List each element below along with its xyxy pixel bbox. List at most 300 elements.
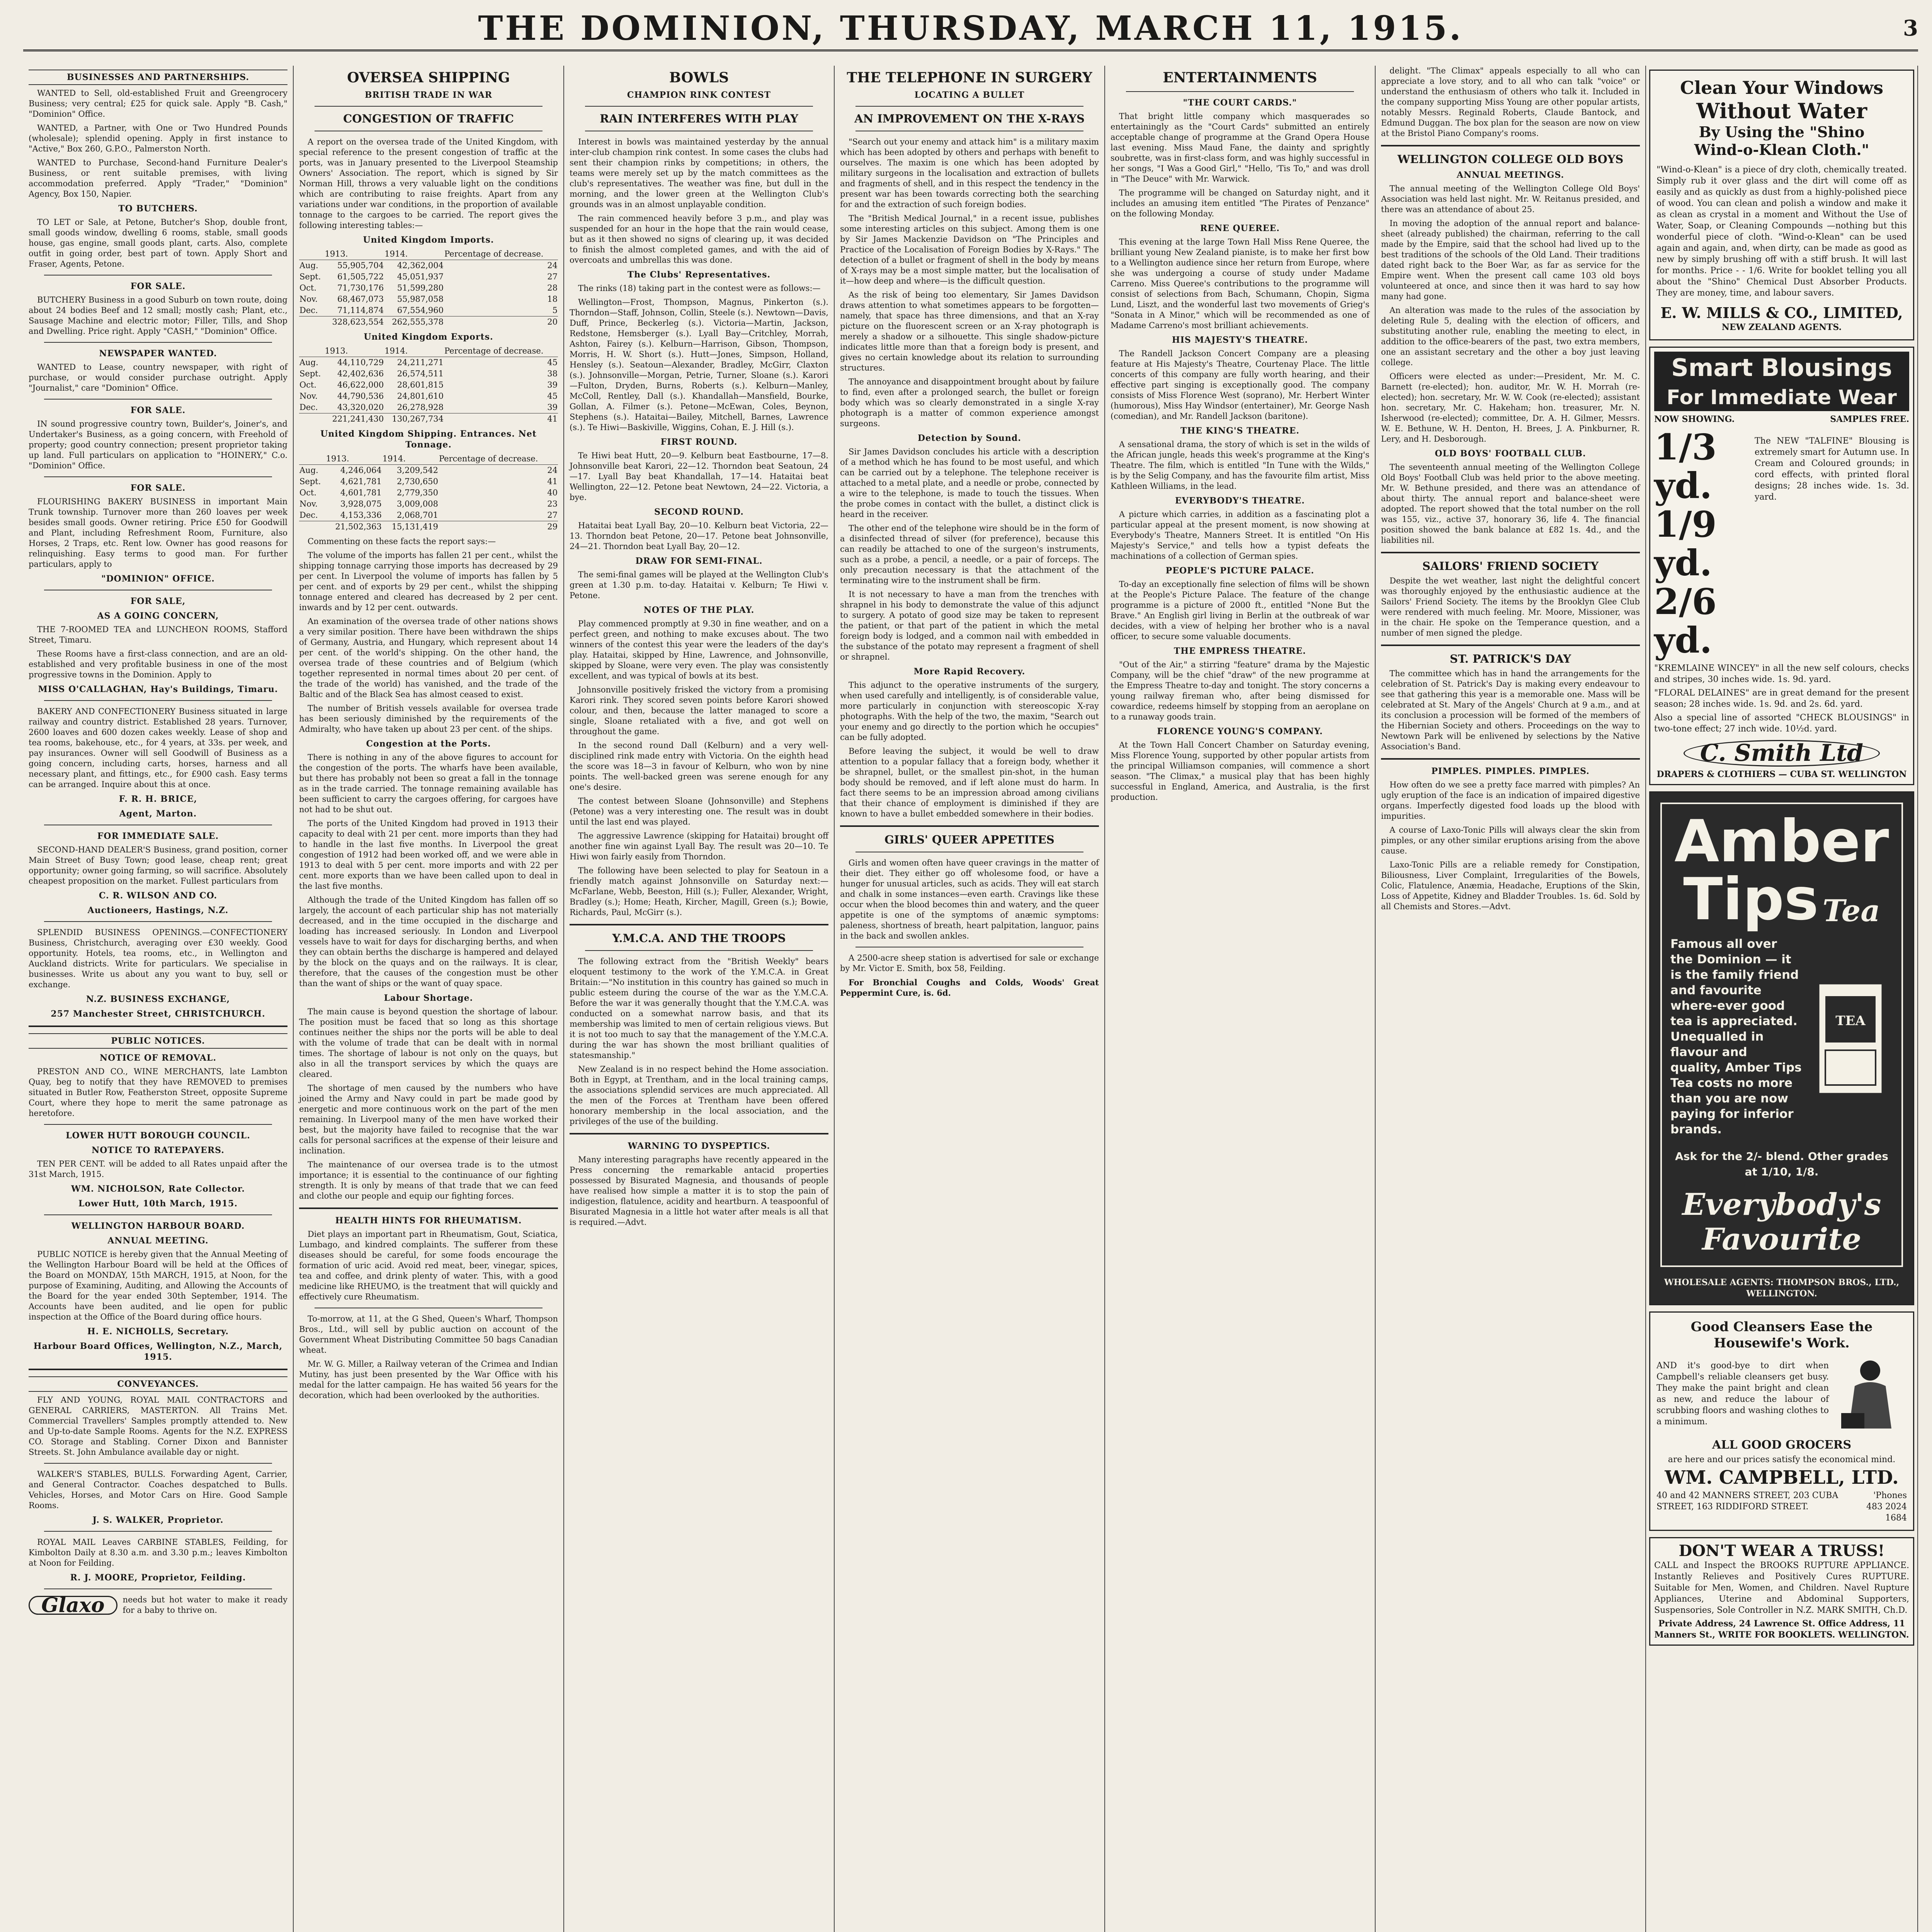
table-cell: 39 bbox=[547, 403, 558, 412]
ad-heading: FOR SALE. bbox=[130, 405, 186, 415]
ad-signature: MISS O'CALLAGHAN, Hay's Buildings, Timaru. bbox=[38, 684, 278, 694]
newspaper-title: THE DOMINION, THURSDAY, MARCH 11, 1915. bbox=[478, 9, 1463, 48]
article-subhead: PEOPLE'S PICTURE PALACE. bbox=[1165, 566, 1315, 576]
table-row bbox=[299, 282, 558, 294]
ad-address: Private Address, 24 Lawrence St. Office Address, 11 Manners St., WRITE FOR BOOKLETS. WELLINGTON. bbox=[1654, 1619, 1909, 1640]
page-number: 3 bbox=[1903, 15, 1918, 41]
table-cell: 29 bbox=[439, 521, 558, 533]
divider bbox=[44, 1214, 272, 1215]
table-cell: 23 bbox=[547, 499, 558, 509]
ad-signature: R. J. MOORE, Proprietor, Feilding. bbox=[70, 1573, 246, 1583]
article-paragraph: That bright little company which masquerades so entertainingly as the "Court Cards" submitted an entirely acceptable change of programme at the Grand Opera House last evening. Miss Maud Fane, the dainty and sprightly soubrette, was in first-class form, and was highly successful in her songs, "I Was a Good Girl," "Hello, 'Tis To," and was droll in "The Deuce" with Mr. Warwick. bbox=[1111, 112, 1369, 184]
ad-heading: WELLINGTON HARBOUR BOARD. bbox=[71, 1221, 245, 1231]
article-headline: ST. PATRICK'S DAY bbox=[1450, 652, 1571, 665]
glaxo-text: needs but hot water to make it ready for a baby to thrive on. bbox=[122, 1595, 287, 1615]
article-headline: GIRLS' QUEER APPETITES bbox=[884, 833, 1054, 846]
article-paragraph: Te Hiwi beat Hutt, 20—9. Kelburn beat Eastbourne, 17—8. Johnsonville beat Karori, 22—12. Thorndon beat Seatoun, 24—17. Lyall Bay beat Khandallah, 17—14. Hataitai beat Wellington, 22—12. Petone beat Newtown, 24—22. Victoria, a bye. bbox=[570, 451, 828, 502]
ad-signature: Lower Hutt, 10th March, 1915. bbox=[78, 1199, 238, 1209]
table-cell: 71,114,874 bbox=[337, 306, 384, 315]
fav-line: Everybody's bbox=[1682, 1187, 1881, 1222]
table-cell: 15,131,419 bbox=[382, 521, 439, 533]
table-cell: Nov. bbox=[299, 499, 318, 509]
article-subhead: FLORENCE YOUNG'S COMPANY. bbox=[1157, 726, 1323, 736]
divider bbox=[44, 1531, 272, 1532]
table-cell bbox=[299, 316, 324, 328]
article-paragraph: The contest between Sloane (Johnsonville) and Stephens (Petone) was a very interesting one. The result was in doubt until the last end was played. bbox=[570, 796, 828, 827]
article-headline: BOWLS bbox=[669, 70, 729, 86]
article-headline: OVERSEA SHIPPING bbox=[347, 70, 510, 86]
column-advertisements bbox=[1646, 66, 1918, 1932]
ad-headline: Wind-o-Klean Cloth." bbox=[1694, 141, 1869, 158]
svg-text:TEA: TEA bbox=[1835, 1013, 1866, 1029]
table-cell: 24,801,610 bbox=[397, 391, 444, 401]
news-brief: Mr. W. G. Miller, a Railway veteran of the Crimea and Indian Mutiny, has just been presented by the War Office with his medal for the latter campaign. He has waited 56 years for the decoration, which had been overlooked by the authorities. bbox=[299, 1359, 558, 1400]
classified-ad: BUTCHERY Business in a good Suburb on town route, doing about 24 bodies Beef and 12 small; mostly cash; Plant, etc., Sausage Machine and electric motor; Filler, Tills, and Shop and Dwelling. Price right. Apply "CASH," "Dominion" Office. bbox=[29, 295, 287, 336]
ad-agent-sub: NEW ZEALAND AGENTS. bbox=[1721, 322, 1842, 332]
divider bbox=[29, 1369, 287, 1370]
section-heading: CONVEYANCES. bbox=[29, 1376, 287, 1392]
ad-signature: F. R. H. BRICE, bbox=[119, 794, 197, 804]
table-cell: 51,599,280 bbox=[397, 283, 444, 293]
article-paragraph: Sir James Davidson concludes his article with a description of a method which he has found to be most useful, and which can be carried out by a telephone. The telephone receiver is attached to a metal plate, and a needle or probe, connected by a wire to the telephone, is made to touch the tissues. When the probe comes in contact with the bullet, a distinct click is heard in the receiver. bbox=[840, 447, 1099, 519]
table-header-row bbox=[299, 345, 558, 357]
article-paragraph: Johnsonville positively frisked the victory from a promising Karori rink. They scored seven points before Karori showed colour, and then, because the latter managed to score a single, Sloane retaliated with a five, and got well on throughout the game. bbox=[570, 685, 828, 736]
table-row bbox=[299, 316, 558, 328]
amber-body-row bbox=[1670, 936, 1893, 1137]
article-paragraph: Laxo-Tonic Pills are a reliable remedy for Constipation, Biliousness, Liver Complaint, Irregularities of the Bowels, Colic, Flatulence, Anæmia, Headache, Eruptions of the Skin, Loss of Appetite, Kidney and Bladder Troubles. 1s. 6d. Sold by all Chemists and Stores.—Advt. bbox=[1381, 860, 1640, 911]
divider bbox=[29, 1026, 287, 1027]
divider bbox=[840, 825, 1099, 827]
table-cell: Aug. bbox=[299, 261, 318, 270]
article-headline: WARNING TO DYSPEPTICS. bbox=[628, 1141, 770, 1151]
article-paragraph: Wellington—Frost, Thompson, Magnus, Pinkerton (s.). Thorndon—Staff, Johnson, Collin, Steele (s.). Newtown—Davis, Duff, Prince, Beckerleg (s.). Victoria—Martin, Jackson, Redstone, Hemsberger (s.). Lyall Bay—Critchley, Morrah, Ashton, Fairey (s.). Kelburn—Harrison, Gibson, Thompson, Morris, H. W. Short (s.). Hutt—Jones, Simpson, Holland, Hensley (s.). Seatoun—Alexander, Bradley, McGirr, Claxton (s.). Johnsonville—Morgan, Petrie, Turner, Sloane (s.). Karori—Fulton, Dryden, Burns, Roberts (s.). Kelburn—Manley, McColl, Rentley, Dall (s.). Khandallah—Mansfield, Bourke, Gollan, A. Filmer (s.). Petone—McEwan, Coles, Beynon, Stephens (s.). Hataitai—Bailey, Mitchell, Barnes, Lawrence (s.). Te Hiwi—Baskiville, Wiggins, Cohan, E. J. Hill (s.). bbox=[570, 298, 828, 432]
table-cell: 61,505,722 bbox=[337, 272, 384, 281]
divider bbox=[44, 921, 272, 922]
article-paragraph: The ports of the United Kingdom had proved in 1913 their capacity to deal with 21 per cent. more imports than they had to handle in the last five months. In Liverpool the great congestion of 1912 had been worked off, and we were able in 1913 to deal with 5 per cent. more imports and with 22 per cent. more exports than we have been called upon to deal in the last five months. bbox=[299, 819, 558, 891]
table-cell: 27 bbox=[547, 272, 558, 281]
price: 2/6 yd. bbox=[1654, 581, 1717, 661]
glaxo-logo: Glaxo bbox=[29, 1596, 117, 1615]
table-cell: 39 bbox=[547, 380, 558, 389]
divider bbox=[1126, 91, 1354, 92]
article-paragraph: Girls and women often have queer cravings in the matter of their diet. They either go off wholesome food, or have a hunger for unusual articles, such as acids. They will eat starch and chalk in some instances—even earth. Cravings like these occur when the blood becomes thin and watery, and the queer appetite is one of the symptoms of anæmic symptoms: paleness, shortness of breath, heart palpitation, languor, pains in the back and swollen ankles. bbox=[840, 858, 1099, 940]
ad-headline: Clean Your Windows bbox=[1680, 77, 1883, 98]
article-paragraph: The annoyance and disappointment brought about by failure to find, even after a prolonged search, the bullet or foreign body which was so clearly demonstrated in a single X-ray photograph is a matter of common experience amongst surgeons. bbox=[840, 377, 1099, 428]
article-headline: HEALTH HINTS FOR RHEUMATISM. bbox=[335, 1216, 522, 1226]
amber-tips-frame bbox=[1660, 803, 1903, 1267]
article-paragraph: The rinks (18) taking part in the contest were as follows:— bbox=[578, 284, 821, 293]
article-paragraph: The number of British vessels available for oversea trade has been seriously diminished by the requirements of the Admiralty, who have taken up about 23 per cent. of the ships. bbox=[299, 704, 558, 734]
divider bbox=[299, 1208, 558, 1209]
article-paragraph: The annual meeting of the Wellington College Old Boys' Association was held last night. Mr. W. Reitanus presided, and there was an attendance of about 25. bbox=[1381, 184, 1640, 214]
ad-signature: J. S. WALKER, Proprietor. bbox=[92, 1515, 224, 1525]
imports-table bbox=[299, 248, 558, 328]
table-cell: 42,362,004 bbox=[397, 261, 444, 270]
article-subhead: CHAMPION RINK CONTEST bbox=[627, 90, 771, 100]
ad-body: AND it's good-bye to dirt when Campbell's reliable cleansers get busy. They make the paint bright and clean as new, and reduce the labour of scrubbing floors and washing clothes to a minimum. bbox=[1656, 1361, 1829, 1427]
column-shipping bbox=[294, 66, 564, 1932]
article-headline: THE TELEPHONE IN SURGERY bbox=[847, 70, 1092, 86]
article-paragraph: Hataitai beat Lyall Bay, 20—10. Kelburn beat Victoria, 22—13. Thorndon beat Petone, 20—17. Petone beat Johnsonville, 24—21. Thorndon beat Lyall Bay, 20—12. bbox=[570, 521, 828, 551]
classified-ad: WANTED to Sell, old-established Fruit and Greengrocery Business; very central; £25 for quick sale. Apply "B. Cash," "Dominion" Office. bbox=[29, 88, 287, 119]
article-paragraph: Commenting on these facts the report says:— bbox=[308, 537, 496, 546]
ad-heading: FOR SALE. bbox=[130, 281, 186, 291]
article-headline: WELLINGTON COLLEGE OLD BOYS bbox=[1397, 153, 1624, 166]
ad-grocers: ALL GOOD GROCERS bbox=[1712, 1438, 1852, 1452]
article-subhead: EVERYBODY'S THEATRE. bbox=[1175, 496, 1305, 506]
news-brief: For Bronchial Coughs and Colds, Woods' Great Peppermint Cure, is. 6d. bbox=[840, 978, 1099, 998]
article-subhead: "THE COURT CARDS." bbox=[1183, 98, 1297, 108]
classified-ad: WANTED to Purchase, Second-hand Furniture Dealer's Business, or rent suitable premises, with living accommodation preferred. Apply "Trader," "Dominion" Agency, Box 150, Napier. bbox=[29, 158, 287, 199]
article-subhead: OLD BOYS' FOOTBALL CLUB. bbox=[1435, 449, 1586, 459]
table-cell: 71,730,176 bbox=[337, 283, 384, 293]
campbell-ad bbox=[1649, 1311, 1914, 1531]
divider bbox=[44, 1124, 272, 1125]
table-cell: Nov. bbox=[299, 294, 318, 304]
table-cell: 4,246,064 bbox=[340, 466, 382, 475]
table-title: United Kingdom Imports. bbox=[363, 235, 494, 245]
ad-body: Famous all over the Dominion — it is the family friend and favourite where-ever good tea is appreciated. Unequalled in flavour and quality, Amber Tips Tea costs no more than you are now paying for inferior brands. bbox=[1670, 937, 1802, 1136]
table-header-cell: 1913. bbox=[324, 345, 384, 357]
now-showing-label: NOW SHOWING. bbox=[1654, 414, 1735, 424]
article-subhead: RAIN INTERFERES WITH PLAY bbox=[600, 112, 798, 125]
table-cell: 2,730,650 bbox=[397, 477, 438, 486]
article-paragraph: A sensational drama, the story of which is set in the wilds of the African jungle, heads this week's programme at the King's Theatre. The film, which is entitled "In Tune with the Wilds," is by the Selig Company, and has the favourite film artist, Miss Kathleen Williams, in the lead. bbox=[1111, 440, 1369, 491]
ad-body: The NEW "TALFINE" Blousing is extremely smart for Autumn use. In Cream and Coloured grounds; in cord effects, with printed floral designs; 28 inches wide. 1s. 3d. yard. bbox=[1755, 436, 1909, 502]
section-heading: PUBLIC NOTICES. bbox=[29, 1033, 287, 1049]
article-paragraph: It is not necessary to have a man from the trenches with shrapnel in his body to demonstrate the value of this adjunct to surgery. A potato of good size may be taken to represent the patient, or that part of the patient in which the metal foreign body is lodged, and a common nail with embedded in the substance of the potato may represent a fragment of shell or shrapnel. bbox=[840, 590, 1099, 662]
table-cell: 18 bbox=[547, 294, 558, 304]
article-subhead: BRITISH TRADE IN WAR bbox=[364, 90, 493, 100]
tips-tea-row bbox=[1670, 866, 1893, 933]
tea-packet-icon bbox=[1808, 973, 1893, 1100]
article-paragraph: The programme will be changed on Saturday night, and it includes an amusing item entitled "The Pirates of Penzance" on the following Monday. bbox=[1111, 188, 1369, 218]
table-row bbox=[299, 498, 558, 510]
article-paragraph: "Search out your enemy and attack him" is a military maxim which has been adopted by others and perhaps with benefit to ourselves. The maxim is one which has been adopted by military surgeons in the localisation and extraction of bullets and fragments of shell, and in this respect the tendency in the present war has been towards correcting both the searching for and the extraction of such foreign bodies. bbox=[840, 137, 1099, 209]
article-paragraph: Play commenced promptly at 9.30 in fine weather, and on a perfect green, and nothing to make excuses about. The two winners of the contest this year were the leaders of the day's play. Hataitai, skipped by Hine, Lawrence, and Johnsonville, skipped by Sloane, were very even. The play was consistently excellent, and was typical of bowls at its best. bbox=[570, 619, 828, 680]
divider bbox=[1381, 552, 1640, 553]
ad-signature: Agent, Marton. bbox=[119, 809, 197, 819]
ad-heading: NOTICE TO RATEPAYERS. bbox=[92, 1145, 224, 1155]
table-cell: 45 bbox=[547, 358, 558, 367]
table-cell: 28,601,815 bbox=[397, 380, 444, 389]
classified-ad: TO LET or Sale, at Petone, Butcher's Shop, double front, small goods window, dwelling 6 rooms, stable, small goods house, gas engine, small goods plant, carts. Also, complete outfit in going order, best part of town. Apply Short and Fraser, Agents, Petone. bbox=[29, 218, 287, 269]
price-block bbox=[1654, 428, 1909, 660]
table-cell: 24 bbox=[547, 261, 558, 270]
article-paragraph: A picture which carries, in addition as a fascinating plot a particular appeal at the present moment, is now showing at Everybody's Theatre, Manners Street. It is entitled "On His Majesty's Service," and tells how a typist defeats the machinations of a collection of German spies. bbox=[1111, 510, 1369, 561]
ad-signature: H. E. NICHOLLS, Secretary. bbox=[87, 1327, 229, 1337]
divider bbox=[1381, 145, 1640, 146]
ad-headline: Good Cleansers Ease the Housewife's Work. bbox=[1690, 1319, 1873, 1351]
ad-body: "FLORAL DELAINES" are in great demand for the present season; 28 inches wide. 1s. 9d. and 2s. 6d. yard. bbox=[1654, 688, 1909, 709]
table-cell: 3,209,542 bbox=[397, 466, 438, 475]
table-cell: 26,574,511 bbox=[397, 369, 444, 378]
table-cell: 130,267,734 bbox=[384, 413, 444, 425]
ad-body: "KREMLAINE WINCEY" in all the new self colours, checks and stripes, 30 inches wide. 1s. 9d. yard. bbox=[1654, 663, 1909, 684]
table-cell: 55,905,704 bbox=[337, 261, 384, 270]
table-cell: Oct. bbox=[299, 488, 317, 497]
article-paragraph: A report on the oversea trade of the United Kingdom, with special reference to the present congestion of traffic at the ports, was in January presented to the Liverpool Steamship Owners' Association. The report, which is signed by Sir Norman Hill, throws a very valuable light on the conditions which are contributing to raise freights. Apart from any variations under war conditions, in the proportion of available tonnage to the cargoes to be carried. The report gives the following interesting tables:— bbox=[299, 137, 558, 230]
article-paragraph: In moving the adoption of the annual report and balance-sheet (already published) the chairman, referring to the call made by the Empire, said that the school had lived up to the best traditions of the schools of the Old Land. Their traditions dated right back to the Boer War, as far as service for the Empire went. When the present call came 103 old boys volunteered at once, and since then it was hard to say how many had gone. bbox=[1381, 219, 1640, 301]
table-cell: Sept. bbox=[299, 477, 321, 486]
ad-ask: Ask for the 2/- blend. Other grades at 1/10, 1/8. bbox=[1675, 1150, 1888, 1178]
article-paragraph: The seventeenth annual meeting of the Wellington College Old Boys' Football Club was held prior to the above meeting. Mr. W. Bethune presided, and there was an attendance of about thirty. The annual report and balance-sheet were adopted. The report showed that the total number on the roll was 155, viz., active 37, honorary 36, life 4. The financial position showed the bank balance at £82 1s. 4d., and the liabilities nil. bbox=[1381, 463, 1640, 545]
divider bbox=[44, 275, 272, 276]
table-row bbox=[299, 357, 558, 369]
article-subhead: RENE QUEREE. bbox=[1200, 223, 1280, 233]
table-title: United Kingdom Exports. bbox=[364, 332, 493, 342]
csmith-sub: DRAPERS & CLOTHIERS — CUBA ST. WELLINGTON bbox=[1656, 769, 1907, 779]
table-cell: Sept. bbox=[299, 369, 321, 378]
article-subhead: AN IMPROVEMENT ON THE X-RAYS bbox=[854, 112, 1085, 125]
article-paragraph: The semi-final games will be played at the Wellington Club's green at 1.30 p.m. to-day. Hataitai v. Kelburn; Te Hiwi v. Petone. bbox=[570, 570, 828, 600]
article-paragraph: Although the trade of the United Kingdom has fallen off so largely, the account of each particular ship has not materially decreased, and in the time occupied in the discharge and loading has increased seriously. In London and Liverpool vessels have to wait for days for discharging berths, and when they can obtain berths the discharge is hampered and delayed by the block on the quays and on the railways. It is clear, therefore, that the causes of the congestion must be other than the want of ships or the want of quay space. bbox=[299, 895, 558, 988]
ad-signature: WM. NICHOLSON, Rate Collector. bbox=[71, 1184, 245, 1194]
amber-tips-ad bbox=[1649, 791, 1914, 1305]
table-row bbox=[299, 294, 558, 305]
table-row bbox=[299, 260, 558, 272]
table-cell: Dec. bbox=[299, 306, 318, 315]
blousings-ad bbox=[1649, 347, 1914, 785]
article-paragraph: Despite the wet weather, last night the delightful concert was thoroughly enjoyed by the enthusiastic audience at the Sailors' Friend Society. The items by the Brooklyn Glee Club were rendered with much feeling. Mr. Moore, Missioner, was in the chair. He spoke on the Temperance question, and a number of men signed the pledge. bbox=[1381, 576, 1640, 638]
table-cell: 3,928,075 bbox=[340, 499, 382, 509]
ad-heading: NOTICE OF REMOVAL. bbox=[99, 1053, 217, 1063]
article-headline: PIMPLES. PIMPLES. PIMPLES. bbox=[1431, 766, 1590, 776]
table-cell: 67,554,960 bbox=[397, 306, 444, 315]
divider bbox=[855, 106, 1083, 107]
classified-ad: WANTED to Lease, country newspaper, with right of purchase, or would consider purchase outright. Apply "Journalist," care "Dominion" Office. bbox=[29, 362, 287, 393]
table-row bbox=[299, 487, 558, 498]
table-cell: Sept. bbox=[299, 272, 321, 281]
ad-heading: FOR SALE. bbox=[130, 483, 186, 493]
truss-ad bbox=[1649, 1537, 1914, 1646]
article-subhead: SECOND ROUND. bbox=[654, 507, 744, 517]
public-notice: PUBLIC NOTICE is hereby given that the Annual Meeting of the Wellington Harbour Board will be held at the Offices of the Board on MONDAY, 15th MARCH, 1915, at Noon, for the purpose of Examining, Auditing, and Allowing the Accounts of the Board for the year ended 30th September, 1914. The Accounts have been audited, and lie open for public inspection at the Office of the Board during office hours. bbox=[29, 1250, 287, 1321]
article-paragraph: "Out of the Air," a stirring "feature" drama by the Majestic Company, will be the chief "draw" of the new programme at the Empress Theatre to-day and tonight. The story concerns a young railway fireman who, after being dismissed for cowardice, redeems himself by stopping from an aeroplane on to a runaway goods train. bbox=[1111, 660, 1369, 721]
table-cell: 4,621,781 bbox=[340, 477, 382, 486]
tea-word: Tea bbox=[1822, 893, 1880, 929]
divider bbox=[585, 950, 813, 951]
table-cell: 46,622,000 bbox=[337, 380, 384, 389]
ad-tagline-row bbox=[1654, 414, 1909, 425]
divider bbox=[315, 106, 543, 107]
table-cell: 45,051,937 bbox=[397, 272, 444, 281]
article-subhead: Congestion at the Ports. bbox=[366, 739, 491, 749]
table-cell: 55,987,058 bbox=[397, 294, 444, 304]
article-subhead: Detection by Sound. bbox=[918, 433, 1021, 443]
table-cell: 221,241,430 bbox=[324, 413, 384, 425]
table-cell: 4,153,336 bbox=[340, 510, 382, 520]
fav-line: Favourite bbox=[1702, 1222, 1862, 1257]
classified-ad: FLOURISHING BAKERY BUSINESS in important Main Trunk township. Turnover more than 260 loaves per week besides small goods. Owner retiring. Price £50 for Goodwill and Plant, including Refreshment Room, Furniture, also Horses, 2 Traps, etc. Rent low. Owner has good reasons for relinquishing. Easy terms to good man. For further particulars, apply to bbox=[29, 497, 287, 569]
table-row bbox=[299, 402, 558, 413]
article-paragraph: An alteration was made to the rules of the association by deleting Rule 5, dealing with the election of officers, and substituting another rule, enabling the meeting to elect, in addition to the office-bearers of the past, two extra members, one an assistant secretary and the other a boy just leaving college. bbox=[1381, 306, 1640, 367]
article-paragraph: The shortage of men caused by the numbers who have joined the Army and Navy could in part be made good by energetic and more continuous work on the part of the men remaining. In Liverpool many of the men have worked their best, but the majority have failed to recognise that the war calls for personal sacrifices at the expense of their leisure and inclination. bbox=[299, 1083, 558, 1155]
price: 1/3 yd. bbox=[1654, 426, 1717, 507]
divider bbox=[44, 700, 272, 701]
samples-free-label: SAMPLES FREE. bbox=[1830, 414, 1909, 424]
table-cell: 2,779,350 bbox=[397, 488, 438, 497]
ad-wholesale: WHOLESALE AGENTS: THOMPSON BROS., LTD., WELLINGTON. bbox=[1664, 1277, 1900, 1299]
article-headline: ENTERTAINMENTS bbox=[1163, 70, 1317, 86]
table-cell: 68,467,073 bbox=[337, 294, 384, 304]
table-cell: Nov. bbox=[299, 391, 318, 401]
table-header-cell: Percentage of decrease. bbox=[444, 345, 558, 357]
article-paragraph: An examination of the oversea trade of other nations shows a very similar position. There have been withdrawn the ships of Germany, Austria, and Hungary, which represent about 14 per cent. of the world's shipping. On the other hand, the oversea trade of these countries and of Belgium (which together represented in normal times about 20 per cent. of the trade of the world) has vanished, and the trade of the Baltic and of the Black Sea has almost ceased to exist. bbox=[299, 617, 558, 699]
glaxo-ad bbox=[29, 1595, 287, 1616]
table-row bbox=[299, 510, 558, 521]
divider bbox=[1381, 645, 1640, 646]
classified-ad: THE 7-ROOMED TEA and LUNCHEON ROOMS, Stafford Street, Timaru. bbox=[29, 625, 287, 645]
ad-signature: Auctioneers, Hastings, N.Z. bbox=[87, 905, 229, 915]
table-cell: Dec. bbox=[299, 403, 318, 412]
column-entertainments bbox=[1105, 66, 1376, 1932]
article-paragraph: Many interesting paragraphs have recently appeared in the Press concerning the remarkable antacid properties possessed by Bisurated Magnesia, and thousands of people have realised how simple a matter it is to stop the pain of indigestion, flatulence, acidity and heartburn. A teaspoonful of Bisurated Magnesia in a little hot water after meals is all that is required.—Advt. bbox=[570, 1155, 828, 1227]
table-cell: 44,110,729 bbox=[337, 358, 384, 367]
classified-ad: These Rooms have a first-class connection, and are an old-established and very profitable business in one of the most progressive towns in the Dominion. Apply to bbox=[29, 649, 287, 679]
divider bbox=[44, 1463, 272, 1464]
column-news bbox=[1376, 66, 1646, 1932]
article-subhead: NOTES OF THE PLAY. bbox=[643, 605, 755, 615]
article-paragraph: The "British Medical Journal," in a recent issue, publishes some interesting articles on this subject. Among them is one by Sir James Mackenzie Davidson on "The Principles and Practice of the Localisation of Foreign Bodies by X-Rays." The detection of a bullet or fragment of shell in the body by means of X-rays may be a most simple matter, but the localisation of it—how deep and where—is the difficult question. bbox=[840, 214, 1099, 286]
article-paragraph: delight. "The Climax" appeals especially to all who can appreciate a love story, and to all who can talk "voice" or understand the enthusiasm of others who talk it. Included in the company supporting Miss Young are other popular artists, notably Messrs. Reginald Roberts, Claude Bantock, and Edmund Duggan. The box plan for the season are now on view at the Bristol Piano Company's rooms. bbox=[1381, 66, 1640, 138]
news-brief: To-morrow, at 11, at the G Shed, Queen's Wharf, Thompson Bros., Ltd., will sell by public auction on account of the Government Wheat Distributing Committee 50 bags Canadian wheat. bbox=[299, 1314, 558, 1355]
csmith-logo-wrap bbox=[1654, 740, 1909, 780]
ad-address: 40 and 42 MANNERS STREET, 203 CUBA STREET, 163 RIDDIFORD STREET. bbox=[1656, 1491, 1838, 1512]
ad-heading: LOWER HUTT BOROUGH COUNCIL. bbox=[66, 1131, 250, 1141]
article-headline: Y.M.C.A. AND THE TROOPS bbox=[612, 932, 786, 945]
article-paragraph: At the Town Hall Concert Chamber on Saturday evening, Miss Florence Young, supported by other popular artists from the principal Williamson companies, will commence a short season. "The Climax," a musical play that has been highly successful in England, America, and Australia, is the first production. bbox=[1111, 740, 1369, 802]
article-paragraph: New Zealand is in no respect behind the Home association. Both in Egypt, at Trentham, and in the local training camps, the associations splendid services are much appreciated. All the men of the Forces at Trentham have been offered honorary membership in the local association, and the privileges of the use of the building. bbox=[570, 1065, 828, 1126]
table-row bbox=[299, 379, 558, 391]
ad-signature: N.Z. BUSINESS EXCHANGE, bbox=[86, 994, 230, 1004]
ad-firm: WM. CAMPBELL, LTD. bbox=[1665, 1467, 1899, 1488]
table-cell: 5 bbox=[552, 306, 558, 315]
table-cell: 4,601,781 bbox=[340, 488, 382, 497]
article-paragraph: The Randell Jackson Concert Company are a pleasing feature at His Majesty's Theatre, Courtenay Place. The little concerts of this company are fully worth hearing, and their effective part singing is exceptionally good. The company consists of Miss Florence West (soprano), Mr. Herbert Winter (humorous), Miss Hay Windsor (entertainer), Mr. George Nash (comedian), and Mr. Randell Jackson (baritone). bbox=[1111, 349, 1369, 421]
article-subhead: CONGESTION OF TRAFFIC bbox=[343, 112, 514, 125]
divider bbox=[585, 106, 813, 107]
article-subhead: HIS MAJESTY'S THEATRE. bbox=[1172, 335, 1308, 345]
ad-heading: TO BUTCHERS. bbox=[118, 204, 198, 214]
article-subhead: DRAW FOR SEMI-FINAL. bbox=[635, 556, 763, 566]
ad-body: "Wind-o-Klean" is a piece of dry cloth, chemically treated. Simply rub it over glass and the dirt will come off as easily and as quickly as dust from a highly-polished piece of wood. You can clean and polish a window and make it as clean as crystal in a moment and Without the Use of Water, Soap, or Cleaning Compounds —nothing but this wonderful piece of cloth. "Wind-o-Klean" can be used again and again, and, when dirty, can be made as good as new by simply brushing off with a stiff brush. It will last for months. Price - - 1/6. Write for booklet telling you all about the "Shino" Chemical Dust Absorber Products. They are money, time, and labour savers. bbox=[1656, 165, 1907, 298]
table-row bbox=[299, 391, 558, 402]
table-cell: 262,555,378 bbox=[384, 316, 444, 328]
table-cell: 26,278,928 bbox=[397, 403, 444, 412]
conveyance-ad: WALKER'S STABLES, BULLS. Forwarding Agent, Carrier, and General Contractor. Coaches despatched to Bulls. Vehicles, Horses, and Motor Cars on Hire. Good Sample Rooms. bbox=[29, 1469, 287, 1510]
article-paragraph: The other end of the telephone wire should be in the form of a disinfected thread of silver (for preference), because this can readily be attached to one of the surgeon's instruments, such as a probe, a pencil, a needle, or a pair of forceps. The only precaution necessary is that the attachment of the terminating wire to the instrument shall be firm. bbox=[840, 524, 1099, 585]
table-row bbox=[299, 476, 558, 487]
article-paragraph: Diet plays an important part in Rheumatism, Gout, Sciatica, Lumbago, and kindred complaints. The sufferer from these diseases should be careful, for some foods encourage the formation of uric acid. Avoid red meat, beer, vinegar, spices, tea and coffee, and drink plenty of water. This, with a good medicine like RHEUMO, is the treatment that will quickly and effectively cure Rheumatism. bbox=[299, 1230, 558, 1301]
table-header-cell: Percentage of decrease. bbox=[444, 248, 558, 260]
table-cell: 24,211,271 bbox=[397, 358, 444, 367]
ad-heading: AS A GOING CONCERN, bbox=[97, 611, 219, 621]
article-paragraph: The following extract from the "British Weekly" bears eloquent testimony to the work of the Y.M.C.A. in Great Britain:—"No institution in this country has gained so much in public esteem during the course of the war as the Y.M.C.A. Before the war it was generally thought that the Y.M.C.A. was conducted on a somewhat narrow basis, and that its membership was limited to men of certain religious views. But it is not too much to say that the management of the Y.M.C.A. during the war has shown the most brilliant qualities of statesmanship." bbox=[570, 957, 828, 1060]
table-row bbox=[299, 368, 558, 379]
article-paragraph: How often do we see a pretty face marred with pimples? An ugly eruption of the face is an indication of impaired digestive organs. Imperfectly digested food loads up the blood with impurities. bbox=[1381, 780, 1640, 821]
article-paragraph: Before leaving the subject, it would be well to draw attention to a popular fallacy that a foreign body, whether it be shrapnel, bullet, or the smallest pin-shot, in the human body should be removed, and if left alone must do harm. In fact there seems to be an impression abroad among civilians that their chance of employment is diminished if they are known to have a bullet embedded somewhere in their bodies. bbox=[840, 747, 1099, 818]
article-paragraph: The following have been selected to play for Seatoun in a friendly match against Johnsonville on Saturday next:—McFarlane, Webb, Beeston, Hill (s.); Fuller, Alexander, Wright, Bradley (s.); Home; Heath, Kircher, Magill, Green (s.); Bowie, Richards, Paul, McGirr (s.). bbox=[570, 866, 828, 917]
article-paragraph: There is nothing in any of the above figures to account for the congestion of the ports. The wharfs have been available, but there has probably not been so great a fall in the tonnage as in the trade carried. The tonnage remaining available has been sufficient to carry the cargoes offering, for cargoes have not had to be shut out. bbox=[299, 753, 558, 814]
table-row bbox=[299, 521, 558, 533]
article-paragraph: The volume of the imports has fallen 21 per cent., whilst the shipping tonnage carrying those imports has decreased by 29 per cent. In Liverpool the volume of imports has fallen by 5 per cent. and of exports by 29 per cent., whilst the shipping tonnage entered and cleared has decreased by 2 per cent. inwards and by 12 per cent. outwards. bbox=[299, 551, 558, 612]
table-header-row bbox=[299, 248, 558, 260]
table-row bbox=[299, 271, 558, 282]
ad-body: Also a special line of assorted "CHECK BLOUSINGS" in two-tone effect; 27 inch wide. 10½d. yard. bbox=[1654, 713, 1909, 734]
column-classified bbox=[23, 66, 294, 1932]
public-notice: PRESTON AND CO., WINE MERCHANTS, late Lambton Quay, beg to notify that they have REMOVED to premises situated in Butler Row, Featherston Street, opposite Supreme Court, where they hope to merit the same patronage as heretofore. bbox=[29, 1067, 287, 1118]
housewife-illustration-icon bbox=[1833, 1355, 1907, 1432]
ad-heading: ANNUAL MEETING. bbox=[107, 1236, 209, 1246]
csmith-logo: C. Smith Ltd bbox=[1684, 740, 1880, 767]
article-paragraph: The rain commenced heavily before 3 p.m., and play was suspended for an hour in the hope that the rain would cease, but as it then showed no signs of clearing up, it was decided to finish the almost completed games, and with the aid of overcoats and umbrellas this was done. bbox=[570, 214, 828, 265]
article-paragraph: In the second round Dall (Kelburn) and a very well-disciplined rink made entry with Victoria. On the eighth head the score was 18—3 in favour of Kelburn, who won by nine points. The well-backed green was serene enough for any one's desire. bbox=[570, 741, 828, 792]
divider bbox=[570, 924, 828, 925]
ad-headline: Without Water bbox=[1696, 99, 1867, 123]
table-cell: 44,790,536 bbox=[337, 391, 384, 401]
classified-ad: IN sound progressive country town, Builder's, Joiner's, and Undertaker's Business, as a going concern, with Freehold of property; good country connection; present proprietor taking up land. Full particulars on application to "HOINERY," C.o. "Dominion" Office. bbox=[29, 419, 287, 470]
table-cell: Aug. bbox=[299, 358, 318, 367]
ad-headline: DON'T WEAR A TRUSS! bbox=[1679, 1542, 1885, 1560]
article-paragraph: This evening at the large Town Hall Miss Rene Queree, the brilliant young New Zealand pianiste, is to make her first bow to a Wellington audience since her return from Europe, where she was undergoing a course of study under Madame Carreno. Miss Queree's contributions to the programme will consist of selections from Bach, Schumann, Chopin, Sigma Lund, Liszt, and the wonderful last two movements of Grieg's "Sonata in A Minor," which will be recommended as one of Madame Carreno's most brilliant achievements. bbox=[1111, 237, 1369, 330]
table-cell: 2,068,701 bbox=[397, 510, 438, 520]
article-paragraph: The committee which has in hand the arrangements for the celebration of St. Patrick's Day is making every endeavour to see that gathering this year is a memorable one. Mass will be celebrated at St. Mary of the Angels' Church at 9 a.m., and at its conclusion a procession will be formed of the members of the Hibernian Society and others. Proceedings on the way to Newtown Park will be enlivened by selections by the Native Association's Band. bbox=[1381, 669, 1640, 751]
table-cell: 328,623,554 bbox=[324, 316, 384, 328]
campbell-body-row bbox=[1656, 1355, 1907, 1432]
article-headline: SAILORS' FRIEND SOCIETY bbox=[1422, 560, 1599, 573]
article-subhead: Labour Shortage. bbox=[384, 993, 473, 1003]
classified-ad: BAKERY AND CONFECTIONERY Business situated in large railway and country district. Established 28 years. Turnover, 2600 loaves and 600 dozen cakes weekly. Lease of shop and tea rooms, bakehouse, etc., for 4 years, at 33s. per week, and pay insurances. Owner will sell Goodwill of Business as a going concern, including carts, horses, harness and all necessary plant, and fittings, etc., for £900 cash. Easy terms can be arranged. Inquire about this at once. bbox=[29, 707, 287, 789]
campbell-address-row bbox=[1656, 1490, 1907, 1524]
article-subhead: FIRST ROUND. bbox=[660, 437, 738, 447]
article-subhead: THE KING'S THEATRE. bbox=[1180, 426, 1300, 436]
table-header-cell: Percentage of decrease. bbox=[439, 453, 558, 465]
article-paragraph: As the risk of being too elementary, Sir James Davidson draws attention to what sometimes appears to be forgotten—namely, that space has three dimensions, and that an X-ray picture on the fluorescent screen or an X-ray photograph is merely a shadow or a silhouette. This single shadow-picture indicates little more than that a foreign body is present, and gives no certain knowledge about its relation to surrounding structures. bbox=[840, 290, 1099, 372]
table-cell: 21,502,363 bbox=[326, 521, 382, 533]
article-paragraph: A course of Laxo-Tonic Pills will always clear the skin from pimples, or any other similar eruptions arising from the above cause. bbox=[1381, 825, 1640, 855]
column-bowls bbox=[564, 66, 835, 1932]
classified-ad: SECOND-HAND DEALER'S Business, grand position, corner Main Street of Busy Town; good lease, cheap rent; great opportunity; owner going farming, so will sacrifice. Absolutely cheapest proposition on the market. Fullest particulars from bbox=[29, 845, 287, 886]
table-cell: 24 bbox=[547, 466, 558, 475]
table-cell: 43,320,020 bbox=[337, 403, 384, 412]
table-row bbox=[299, 465, 558, 476]
table-header-cell: 1914. bbox=[382, 453, 439, 465]
classified-ad: WANTED, a Partner, with One or Two Hundred Pounds (wholesale); splendid opening. Apply in first instance to "Active," Box 260, G.P.O., Palmerston North. bbox=[29, 123, 287, 153]
table-header-cell: 1914. bbox=[384, 248, 444, 260]
table-cell: Oct. bbox=[299, 283, 317, 293]
ad-body: CALL and Inspect the BROOKS RUPTURE APPLIANCE. Instantly Relieves and Positively Cures RUPTURE. Suitable for Men, Women, and Children. Navel Rupture Appliances, Uterine and Abdominal Supporters, Suspensories, Sole Controller in N.Z. MARK SMITH, Ch.D. bbox=[1654, 1561, 1909, 1615]
ad-heading: NEWSPAPER WANTED. bbox=[99, 349, 217, 359]
price-list bbox=[1654, 428, 1755, 660]
price: 1/9 yd. bbox=[1654, 503, 1717, 584]
article-paragraph: Officers were elected as under:—President, Mr. M. C. Barnett (re-elected); hon. auditor, Mr. W. H. Morrah (re-elected); hon. secretary, Mr. W. W. Cook (re-elected); assistant hon. secretary, Mr. C. Hakeham; hon. treasurer, Mr. N. Isherwood (re-elected); committee, Dr. A. H. Gilmer, Messrs. W. E. Bethune, W. H. Denton, H. Brees, J. A. Pinkburner, R. Lery, and H. Desborough. bbox=[1381, 372, 1640, 444]
table-header-cell: 1914. bbox=[384, 345, 444, 357]
conveyance-ad: FLY AND YOUNG, ROYAL MAIL CONTRACTORS and GENERAL CARRIERS, MASTERTON. All Trains Met. Commercial Travellers' Samples promptly attended to. New and Up-to-date Sample Rooms. Agents for the N.Z. EXPRESS CO. Storage and Stabling. Corner Dixon and Bannister Streets. St. John Ambulance available day or night. bbox=[29, 1395, 287, 1457]
table-cell: 40 bbox=[547, 488, 558, 497]
table-cell: 41 bbox=[444, 413, 558, 425]
article-subhead: ANNUAL MEETINGS. bbox=[1456, 170, 1565, 180]
table-cell: Oct. bbox=[299, 380, 317, 389]
divider bbox=[44, 399, 272, 400]
divider bbox=[1381, 758, 1640, 760]
table-header-cell bbox=[299, 453, 326, 465]
ad-heading: FOR IMMEDIATE SALE. bbox=[97, 831, 219, 841]
ad-headline: By Using the "Shino bbox=[1699, 123, 1865, 141]
table-cell: 42,402,636 bbox=[337, 369, 384, 378]
ad-agent: E. W. MILLS & CO., LIMITED, bbox=[1660, 304, 1903, 321]
article-paragraph: Interest in bowls was maintained yesterday by the annual inter-club champion rink contest. In some cases the clubs had sent their champion rinks by competitions; in others, the teams were merely set up by the match committees as the club's representatives. The weather was fine, but dull in the morning, and the lower green at the Wellington Club's grounds was in an almost unplayable condition. bbox=[570, 137, 828, 209]
